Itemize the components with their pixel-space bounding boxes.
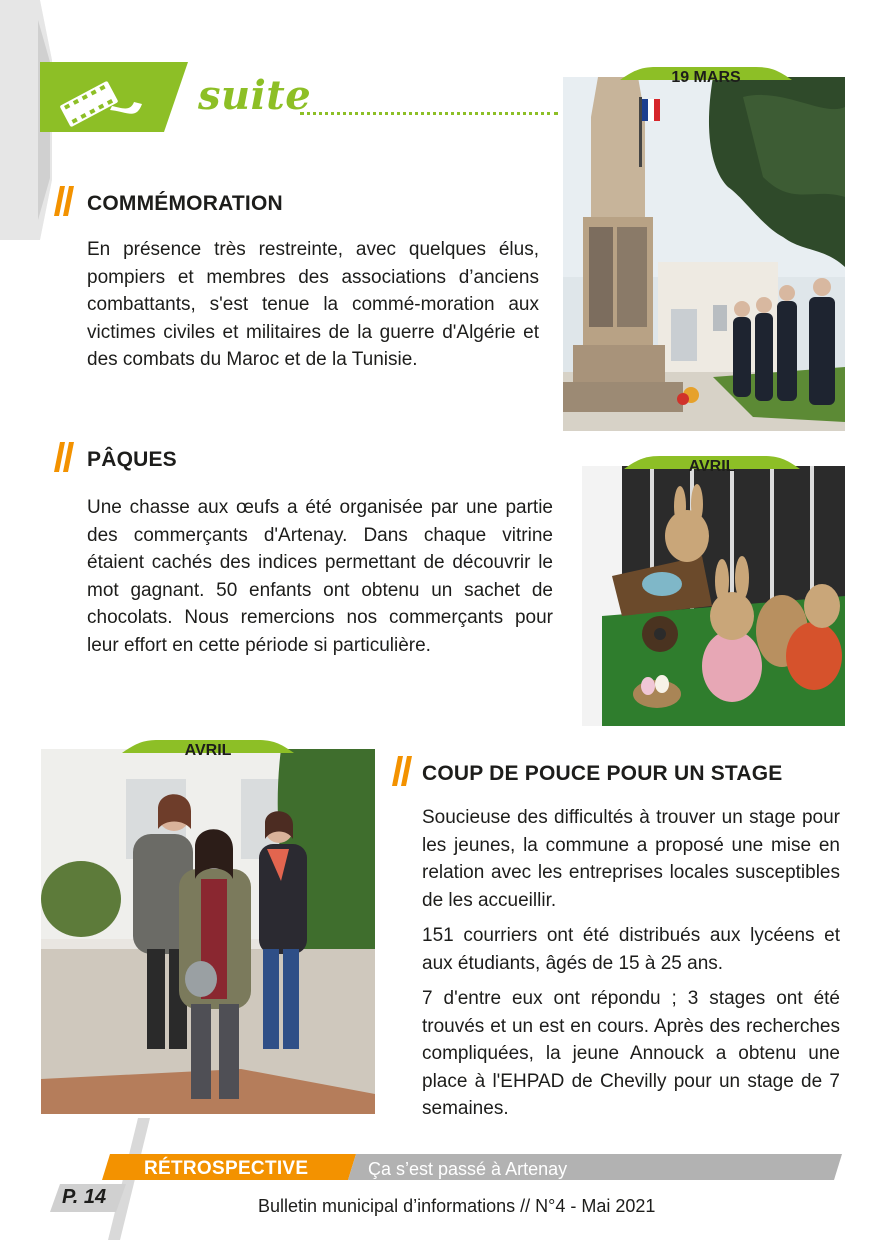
section-marker-icon [392, 756, 412, 786]
photo-date-label: AVRIL [184, 742, 232, 759]
footer-section-subtitle: Ça s’est passé à Artenay [368, 1159, 568, 1179]
section-header-band [40, 62, 190, 132]
easter-display-photo [582, 466, 845, 726]
stage-paragraphs [422, 804, 840, 1131]
footer-section-label: RÉTROSPECTIVE [144, 1158, 309, 1179]
commemoration-text: En présence très restreinte, avec quelques élus, pompiers et membres des associations d’anciens combattants, s'est tenue la commé-moration aux victimes civiles et militaires de la guerre d'Algérie et des combats du Maroc et de la Tunisie. [87, 239, 539, 370]
bulletin-info: Bulletin municipal d’informations // N°4 - Mai 2021 [258, 1196, 656, 1216]
commemoration-paragraph [87, 236, 539, 374]
section-marker-icon [54, 442, 74, 472]
stage-paragraph-1: Soucieuse des difficultés à trouver un stage pour les jeunes, la commune a proposé une mise en relation avec les entreprises locales susceptibles de les accueillir. [422, 807, 840, 911]
page-title: suite [198, 72, 312, 119]
paques-text: Une chasse aux œufs a été organisée par une partie des commerçants d'Artenay. Dans chaque vitrine étaient cachés des indices permettant de découvrir le mot gagnant. 50 enfants ont obtenu un sachet de chocolats. Nous remercions nos commerçants pour leur effort en cette période si particulière. [87, 497, 553, 656]
stage-paragraph-3: 7 d'entre eux ont répondu ; 3 stages ont été trouvés et un est en cours. Après des recherches compliquées, la jeune Annouck a obtenu une place à l'EHPAD de Chevilly pour un stage de 7 semaines. [422, 988, 840, 1119]
stage-photo [41, 749, 375, 1114]
commemoration-heading: COMMÉMORATION [87, 192, 283, 215]
paques-heading: PÂQUES [87, 448, 177, 471]
section-marker-icon [54, 186, 74, 216]
stage-heading: COUP DE POUCE POUR UN STAGE [422, 762, 783, 785]
stage-paragraph-2: 151 courriers ont été distribués aux lycéens et aux étudiants, âgés de 15 à 25 ans. [422, 925, 840, 974]
paques-paragraph [87, 494, 553, 659]
photo-date-label: 19 MARS [671, 69, 741, 86]
commemoration-photo [563, 77, 845, 431]
page-number: P. 14 [62, 1186, 107, 1208]
title-dotted-rule [300, 112, 558, 115]
photo-date-label: AVRIL [688, 458, 736, 475]
